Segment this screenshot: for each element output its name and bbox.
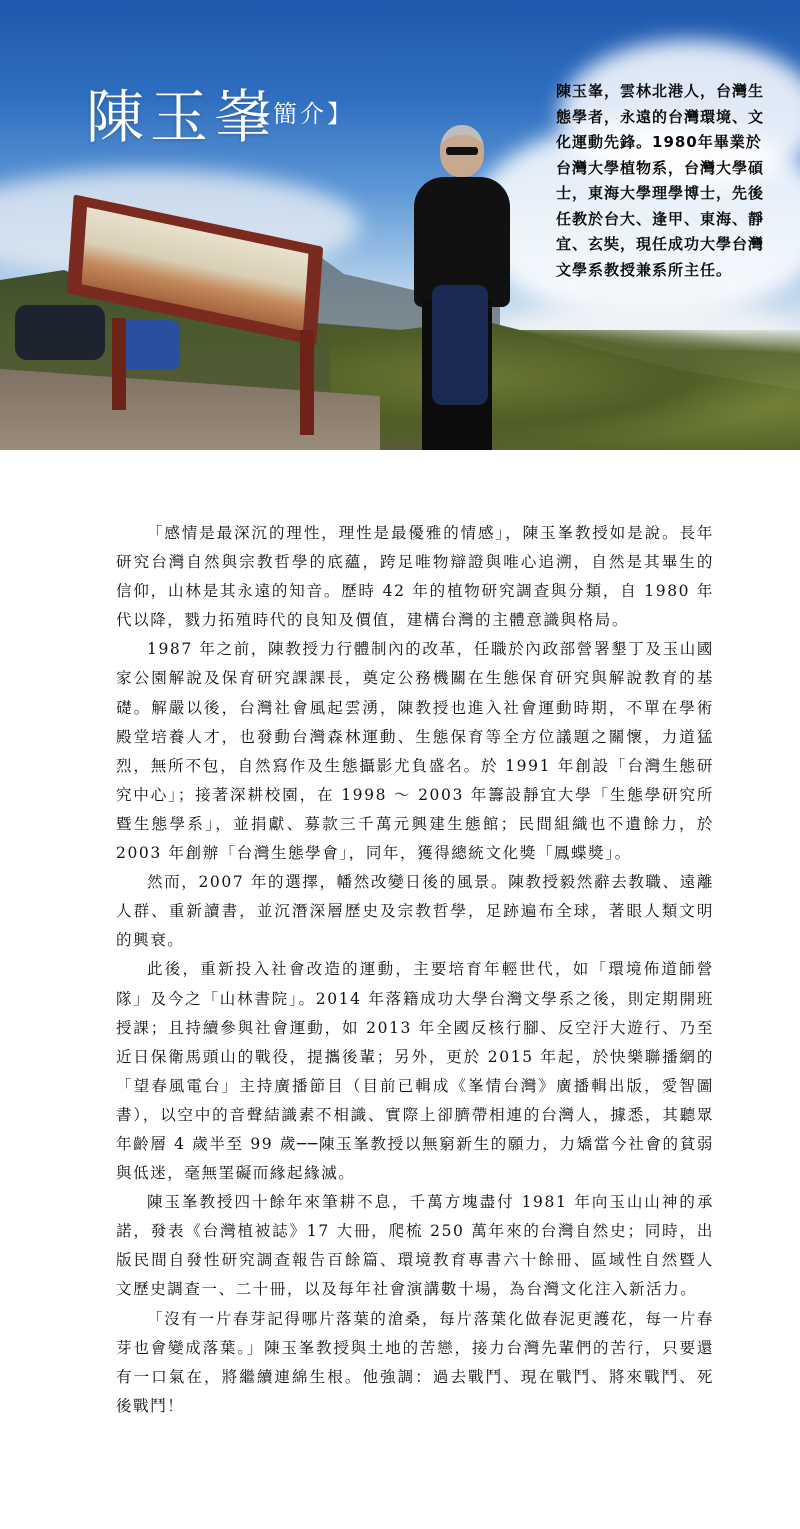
hero-photo: [0, 0, 800, 450]
person-portrait: [400, 125, 520, 450]
bio-summary: 陳玉峯，雲林北港人，台灣生態學者，永遠的台灣環境、文化運動先鋒。1980年畢業於台灣大學植物系，台灣大學碩士，東海大學理學博士，先後任教於台大、逢甲、東海、靜宜、玄奘，現任成功大學台灣文學系教授兼系所主任。: [556, 82, 765, 279]
sign-post: [300, 330, 314, 435]
paragraph: 「感情是最深沉的理性，理性是最優雅的情感」，陳玉峯教授如是說。長年研究台灣自然與宗教哲學的底蘊，跨足唯物辯證與唯心追溯，自然是其畢生的信仰，山林是其永遠的知音。歷時 42 年的植物研究調查與分類，自 1980 年代以降，戮力拓殖時代的良知及價值，建構台灣的主體意識與格局。: [116, 524, 714, 630]
sign-post: [112, 318, 126, 410]
paragraph: 陳玉峯教授四十餘年來筆耕不息，千萬方塊盡付 1981 年向玉山山神的承諾，發表《台灣植被誌》17 大冊，爬梳 250 萬年來的台灣自然史；同時，出版民間自發性研究調查報告百餘篇、環境教育專書六十餘冊、區域性自然暨人文歷史調查一、二十冊，以及每年社會演講數十場，為台灣文化注入新活力。: [116, 1193, 714, 1299]
paragraph: 「沒有一片春芽記得哪片落葉的滄桑，每片落葉化做春泥更護花，每一片春芽也會變成落葉。」陳玉峯教授與土地的苦戀，接力台灣先輩們的苦行，只要還有一口氣在，將繼續連綿生根。他強調：過去戰鬥、現在戰鬥、將來戰鬥、死後戰鬥！: [116, 1309, 714, 1415]
paragraph: 1987 年之前，陳教授力行體制內的改革，任職於內政部營署墾丁及玉山國家公園解說及保育研究課課長，奠定公務機關在生態保育研究與解說教育的基礎。解嚴以後，台灣社會風起雲湧，陳教授也進入社會運動時期，不單在學術殿堂培養人才，也發動台灣森林運動、生態保育等全方位議題之關懷，力道猛烈，無所不包，自然寫作及生態攝影尤負盛名。於 1991 年創設「台灣生態研究中心」；接著深耕校園，在 1998 ～ 2003 年籌設靜宜大學「生態學研究所暨生態學系」，並捐獻、募款三千萬元興建生態館；民間組織也不遺餘力，於 2003 年創辦「台灣生態學會」，同年，獲得總統文化獎「鳳蝶獎」。: [116, 640, 714, 863]
trail-sign: [70, 220, 330, 330]
article-body: [116, 519, 714, 1421]
page-title: 陳玉峯: [86, 83, 279, 151]
paragraph: 然而，2007 年的選擇，幡然改變日後的風景。陳教授毅然辭去教職、遠離人群、重新讀書，並沉潛深層歷史及宗教哲學，足跡遍布全球，著眼人類文明的興衰。: [116, 873, 714, 950]
paragraph: 此後，重新投入社會改造的運動，主要培育年輕世代，如「環境佈道師營隊」及今之「山林書院」。2014 年落籍成功大學台灣文學系之後，則定期開班授課；且持續參與社會運動，如 2013 年全國反核行腳、反空汙大遊行、乃至近日保衛馬頭山的戰役，提攜後輩；另外，更於 2015 年起，於快樂聯播網的「望春風電台」主持廣播節目（目前已輯成《峯情台灣》廣播輯出版，愛智圖書），以空中的音聲結識素不相識、實際上卻臍帶相連的台灣人，據悉，其聽眾年齡層 4 歲半至 99 歲──陳玉峯教授以無窮新生的願力，力矯當今社會的貧弱與低迷，毫無罣礙而緣起緣滅。: [116, 960, 714, 1183]
title-tag: 【簡介】: [246, 100, 354, 128]
